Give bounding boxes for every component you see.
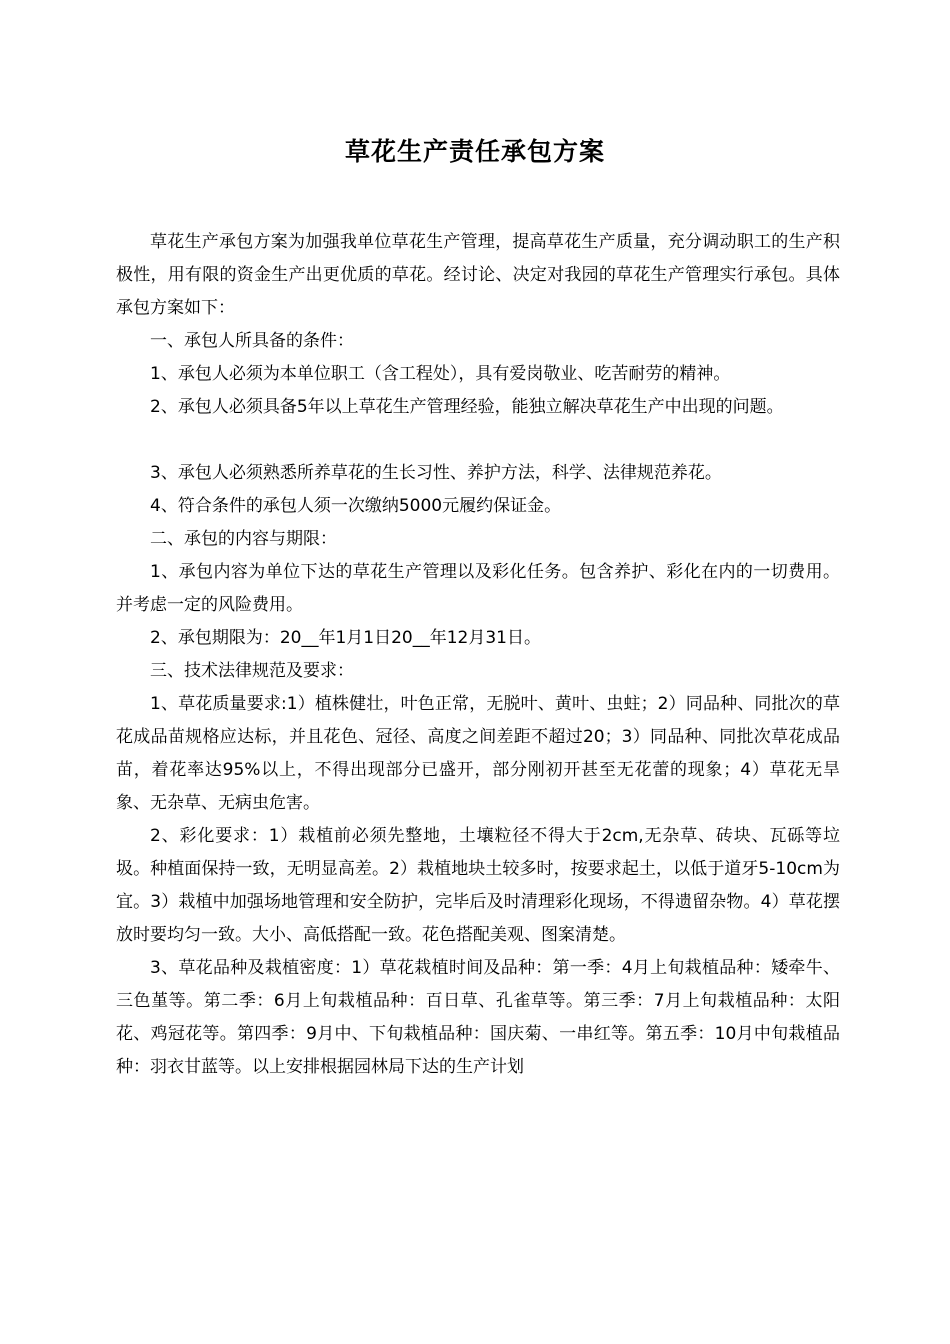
intro-paragraph: 草花生产承包方案为加强我单位草花生产管理，提高草花生产质量，充分调动职工的生产积极性，用有限的资金生产出更优质的草花。经讨论、决定对我园的草花生产管理实行承包。具体承包方案如下： bbox=[116, 232, 840, 318]
document-title: 草花生产责任承包方案 bbox=[344, 137, 605, 166]
blank-line bbox=[116, 424, 840, 457]
condition-item-4: 4、符合条件的承包人须一次缴纳5000元履约保证金。 bbox=[150, 496, 562, 516]
requirement-item-1: 1、草花质量要求:1）植株健壮，叶色正常，无脱叶、黄叶、虫蛀；2）同品种、同批次的草花成品苗规格应达标，并且花色、冠径、高度之间差距不超过20；3）同品种、同批次草花成品苗，着花率达95%以上，不得出现部分已盛开，部分刚初开甚至无花蕾的现象；4）草花无旱象、无杂草、无病虫危害。 bbox=[116, 694, 840, 813]
document-body bbox=[116, 226, 840, 1084]
requirement-item-3: 3、草花品种及栽植密度：1）草花栽植时间及品种：第一季：4月上旬栽植品种：矮牵牛、三色堇等。第二季：6月上旬栽植品种：百日草、孔雀草等。第三季：7月上旬栽植品种：太阳花、鸡冠花等。第四季：9月中、下旬栽植品种：国庆菊、一串红等。第五季：10月中旬栽植品种：羽衣甘蓝等。以上安排根据园林局下达的生产计划 bbox=[116, 958, 840, 1077]
section-heading-content-period: 二、承包的内容与期限： bbox=[150, 529, 337, 549]
section-heading-requirements: 三、技术法律规范及要求： bbox=[150, 661, 354, 681]
section-heading-conditions: 一、承包人所具备的条件： bbox=[150, 331, 354, 351]
condition-item-3: 3、承包人必须熟悉所养草花的生长习性、养护方法，科学、法律规范养花。 bbox=[150, 463, 722, 483]
content-item-1: 1、承包内容为单位下达的草花生产管理以及彩化任务。包含养护、彩化在内的一切费用。并考虑一定的风险费用。 bbox=[116, 562, 840, 615]
requirement-item-2: 2、彩化要求：1）栽植前必须先整地，土壤粒径不得大于2cm,无杂草、砖块、瓦砾等垃圾。种植面保持一致，无明显高差。2）栽植地块土较多时，按要求起土，以低于道牙5-10cm为宜。3）栽植中加强场地管理和安全防护，完毕后及时清理彩化现场，不得遗留杂物。4）草花摆放时要均匀一致。大小、高低搭配一致。花色搭配美观、图案清楚。 bbox=[116, 826, 840, 945]
condition-item-1: 1、承包人必须为本单位职工（含工程处），具有爱岗敬业、吃苦耐劳的精神。 bbox=[150, 364, 731, 384]
condition-item-2: 2、承包人必须具备5年以上草花生产管理经验，能独立解决草花生产中出现的问题。 bbox=[150, 397, 784, 417]
content-item-2: 2、承包期限为：20__年1月1日20__年12月31日。 bbox=[150, 628, 541, 648]
